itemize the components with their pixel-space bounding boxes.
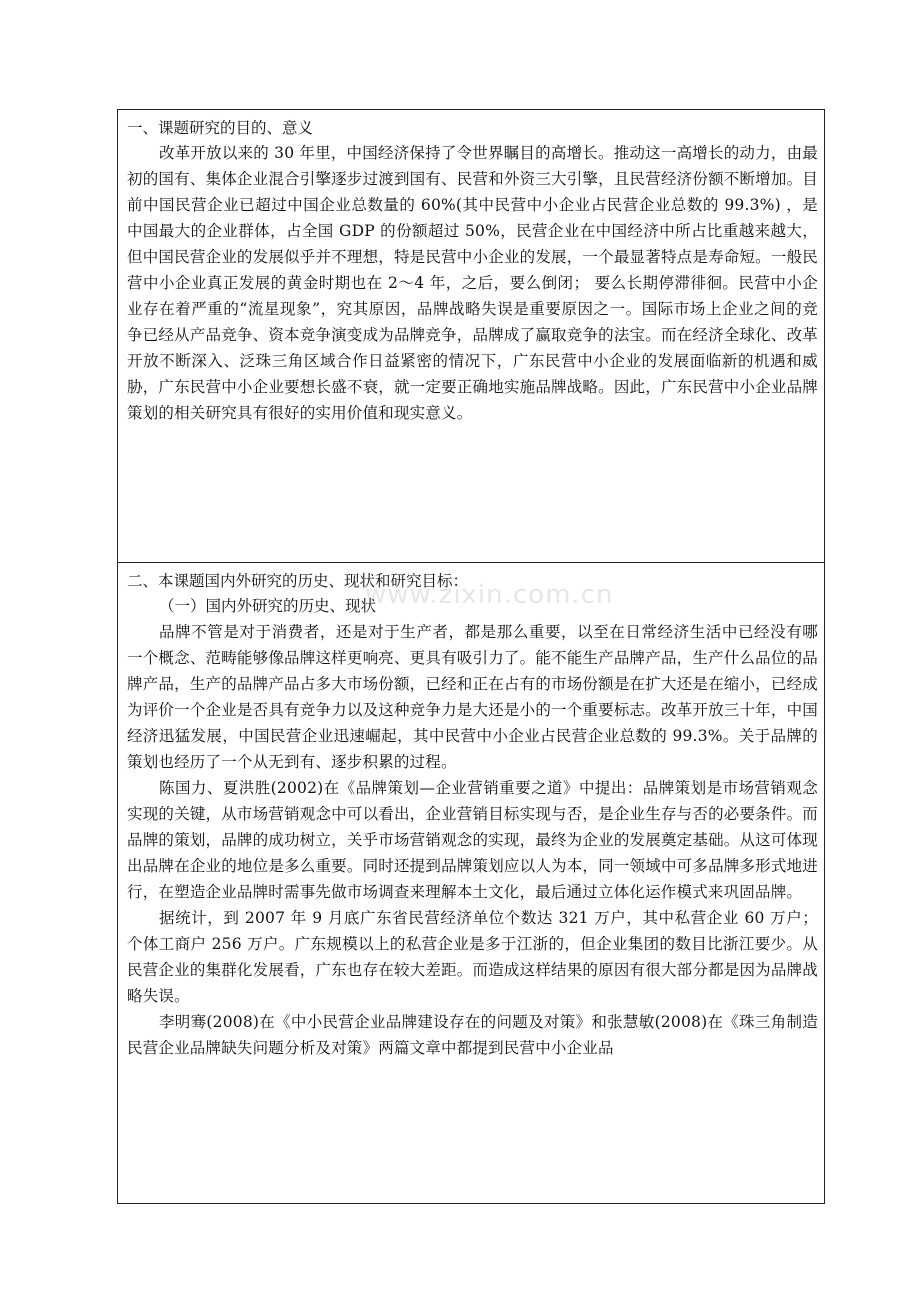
research-paragraph-4: 李明骞(2008)在《中小民营企业品牌建设存在的问题及对策》和张慧敏(2008)在《珠三角制造民营企业品牌缺失问题分析及对策》两篇文章中都提到民营中小企业品 — [127, 1013, 818, 1057]
section-purpose-cell — [118, 110, 824, 563]
watermark-text: www.zixin.com.cn — [365, 580, 614, 610]
proposal-form-table — [117, 109, 825, 1204]
section-research-heading: 二、本课题国内外研究的历史、现状和研究目标： — [127, 572, 469, 590]
research-paragraph-1: 品牌不管是对于消费者，还是对于生产者，都是那么重要，以至在日常经济生活中已经没有哪一个概念、范畴能够像品牌这样更响亮、更具有吸引力了。能不能生产品牌产品，生产什么品位的品牌产品，生产的品牌产品占多大市场份额，已经和正在占有的市场份额是在扩大还是在缩小，已经成为评价一个企业是否具有竞争力以及这种竞争力是大还是小的一个重要标志。改革开放三十年，中国经济迅猛发展，中国民营企业迅速崛起，其中民营中小企业占民营企业总数的 99.3%。关于品牌的策划也经历了一个从无到有、逐步积累的过程。 — [127, 623, 818, 771]
section-purpose-heading: 一、课题研究的目的、意义 — [127, 119, 314, 137]
research-paragraph-3: 据统计，到 2007 年 9 月底广东省民营经济单位个数达 321 万户，其中私营企业 60 万户； 个体工商户 256 万户。广东规模以上的私营企业是多于江浙的，但企业集团的数目比浙江要少。从民营企业的集群化发展看，广东也存在较大差距。而造成这样结果的原因有很大部分都是因为品牌战略失误。 — [127, 909, 818, 1005]
section-research-subheading: （一）国内外研究的历史、现状 — [159, 597, 377, 615]
section-research-cell — [118, 563, 824, 1203]
research-paragraph-2: 陈国力、夏洪胜(2002)在《品牌策划—企业营销重要之道》中提出：品牌策划是市场营销观念实现的关键，从市场营销观念中可以看出，企业营销目标实现与否，是企业生存与否的必要条件。而品牌的策划，品牌的成功树立，关乎市场营销观念的实现，最终为企业的发展奠定基础。从这可体现出品牌在企业的地位是多么重要。同时还提到品牌策划应以人为本，同一领域中可多品牌多形式地进行，在塑造企业品牌时需事先做市场调查来理解本土文化，最后通过立体化运作模式来巩固品牌。 — [127, 779, 818, 901]
section-purpose-paragraph: 改革开放以来的 30 年里，中国经济保持了令世界瞩目的高增长。推动这一高增长的动力，由最初的国有、集体企业混合引擎逐步过渡到国有、民营和外资三大引擎，且民营经济份额不断增加。目前中国民营企业已超过中国企业总数量的 60%(其中民营中小企业占民营企业总数的 99.3%) ，是中国最大的企业群体，占全国 GDP 的份额超过 50%，民营企业在中国经济中所占比重越来越大，但中国民营企业的发展似乎并不理想，特是民营中小企业的发展，一个最显著特点是寿命短。一般民营中小企业真正发展的黄金时期也在 2～4 年，之后，要么倒闭； 要么长期停滞徘徊。民营中小企业存在着严重的“流星现象”，究其原因，品牌战略失误是重要原因之一。国际市场上企业之间的竞争已经从产品竞争、资本竞争演变成为品牌竞争，品牌成了赢取竞争的法宝。而在经济全球化、改革开放不断深入、泛珠三角区域合作日益紧密的情况下，广东民营中小企业的发展面临新的机遇和威胁，广东民营中小企业要想长盛不衰，就一定要正确地实施品牌战略。因此，广东民营中小企业品牌策划的相关研究具有很好的实用价值和现实意义。 — [127, 144, 818, 422]
